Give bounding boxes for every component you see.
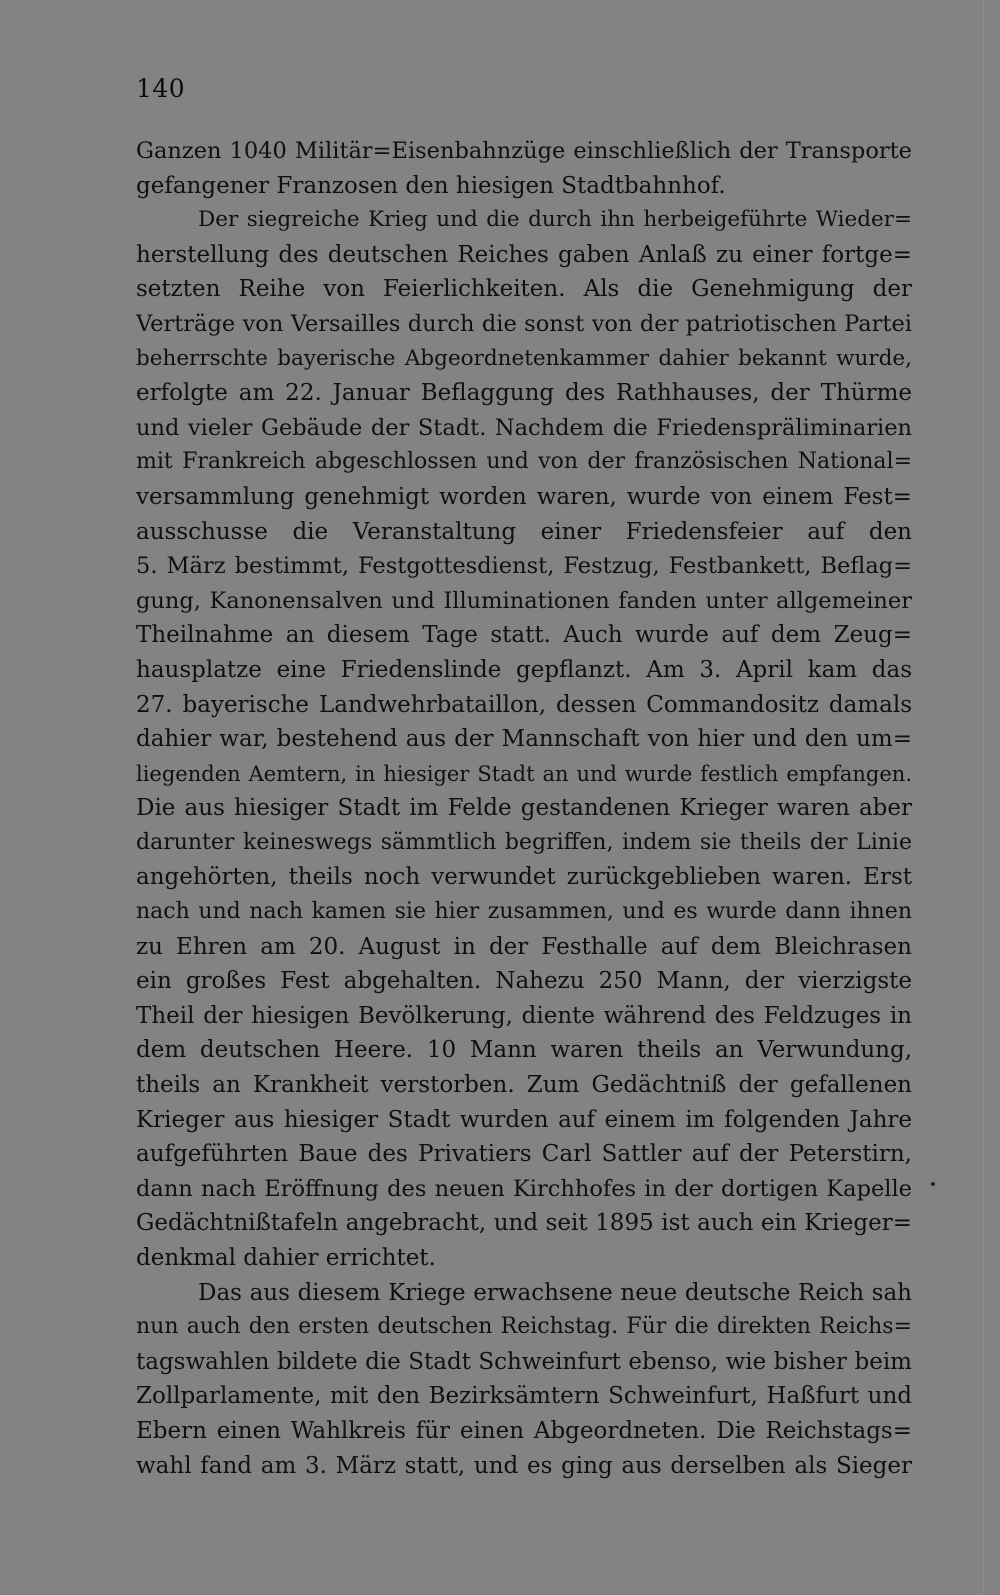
text-line: versammlung genehmigt worden waren, wurde von einem Fest= [136, 483, 912, 510]
text-line: liegenden Aemtern, in hiesiger Stadt an und wurde festlich empfangen. [136, 761, 912, 786]
text-line: dann nach Eröffnung des neuen Kirchhofes in der dortigen Kapelle [136, 1175, 912, 1202]
text-line: gung, Kanonensalven und Illuminationen fanden unter allgemeiner [136, 587, 912, 614]
text-line: Gedächtnißtafeln angebracht, und seit 1895 ist auch ein Krieger= [136, 1210, 912, 1237]
text-line: mit Frankreich abgeschlossen und von der französischen National= [136, 449, 912, 475]
text-line: und vieler Gebäude der Stadt. Nachdem die Friedenspräliminarien [136, 414, 912, 441]
body-text [136, 134, 912, 1483]
text-line: dem deutschen Heere. 10 Mann waren theils an Verwundung, [136, 1037, 912, 1064]
text-line: denkmal dahier errichtet. [136, 1245, 436, 1271]
text-line: gefangener Franzosen den hiesigen Stadtbahnhof. [136, 172, 726, 199]
ink-speck [931, 1182, 935, 1186]
text-line: Ganzen 1040 Militär=Eisenbahnzüge einschließlich der Transporte [136, 138, 912, 164]
text-line: ein großes Fest abgehalten. Nahezu 250 Mann, der vierzigste [136, 968, 912, 995]
text-line: Verträge von Versailles durch die sonst von der patriotischen Partei [136, 310, 912, 337]
text-line: 5. März bestimmt, Festgottesdienst, Festzug, Festbankett, Beflag= [136, 553, 912, 580]
page-edge [983, 0, 984, 1595]
text-line: Die aus hiesiger Stadt im Felde gestandenen Krieger waren aber [136, 795, 912, 822]
text-line: Theilnahme an diesem Tage statt. Auch wurde auf dem Zeug= [136, 622, 912, 649]
text-line: hausplatze eine Friedenslinde gepflanzt. Am 3. April kam das [136, 656, 912, 683]
text-line: Zollparlamente, mit den Bezirksämtern Schweinfurt, Haßfurt und [136, 1383, 912, 1410]
text-line: Der siegreiche Krieg und die durch ihn herbeigeführte Wieder= [198, 207, 912, 233]
text-line: erfolgte am 22. Januar Beflaggung des Rathhauses, der Thürme [136, 380, 912, 407]
text-line: Krieger aus hiesiger Stadt wurden auf einem im folgenden Jahre [136, 1106, 912, 1133]
text-line: nun auch den ersten deutschen Reichstag. Für die direkten Reichs= [136, 1314, 912, 1340]
text-line: nach und nach kamen sie hier zusammen, und es wurde dann ihnen [136, 899, 912, 925]
text-line: angehörten, theils noch verwundet zurückgeblieben waren. Erst [136, 864, 912, 891]
text-line: setzten Reihe von Feierlichkeiten. Als die Genehmigung der [136, 276, 912, 303]
text-line: Das aus diesem Kriege erwachsene neue deutsche Reich sah [198, 1279, 912, 1306]
text-line: Theil der hiesigen Bevölkerung, diente während des Feldzuges in [136, 1002, 912, 1029]
text-line: ausschusse die Veranstaltung einer Friedensfeier auf den [136, 518, 912, 545]
text-line: zu Ehren am 20. August in der Festhalle auf dem Bleichrasen [136, 933, 912, 960]
text-line: 27. bayerische Landwehrbataillon, dessen Commandositz damals [136, 691, 912, 718]
text-line: darunter keineswegs sämmtlich begriffen, indem sie theils der Linie [136, 829, 912, 855]
text-line: tagswahlen bildete die Stadt Schweinfurt ebenso, wie bisher beim [136, 1348, 912, 1375]
text-line: theils an Krankheit verstorben. Zum Gedächtniß der gefallenen [136, 1072, 912, 1099]
text-line: beherrschte bayerische Abgeordnetenkammer dahier bekannt wurde, [136, 345, 912, 371]
page-number: 140 [136, 74, 186, 103]
text-line: aufgeführten Baue des Privatiers Carl Sattler auf der Peterstirn, [136, 1141, 912, 1168]
text-line: Ebern einen Wahlkreis für einen Abgeordneten. Die Reichstags= [136, 1417, 912, 1444]
text-line: dahier war, bestehend aus der Mannschaft von hier und den um= [136, 726, 912, 753]
text-line: herstellung des deutschen Reiches gaben Anlaß zu einer fortge= [136, 241, 912, 268]
text-line: wahl fand am 3. März statt, und es ging aus derselben als Sieger [136, 1452, 912, 1479]
